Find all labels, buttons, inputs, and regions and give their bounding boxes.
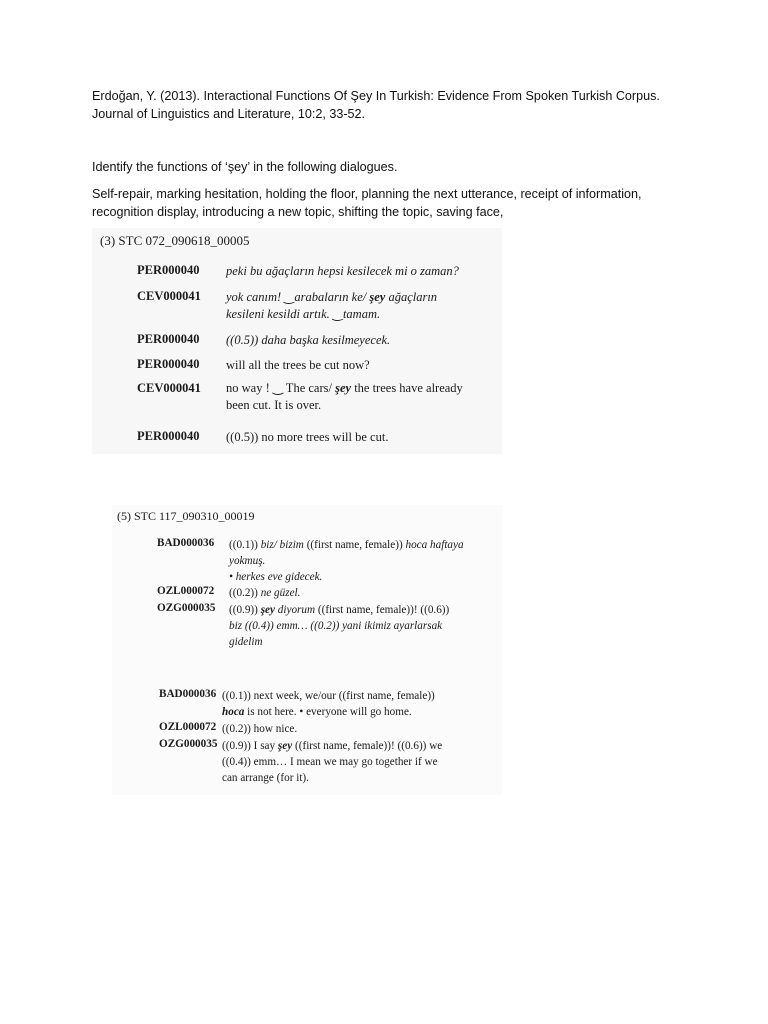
utterance-part: ((0.9)) <box>229 604 261 616</box>
utterance <box>229 537 464 585</box>
utterance: will all the trees be cut now? <box>226 358 370 372</box>
utterance-part: can arrange (for it). <box>222 772 309 784</box>
figure-3 <box>92 228 502 454</box>
utterance-part: ((0.2)) <box>229 587 261 599</box>
utterance-part: been cut. It is over. <box>226 398 322 412</box>
utterance <box>226 289 437 323</box>
task-options-line-1: Self-repair, marking hesitation, holding the floor, planning the next utterance, receipt of information, <box>92 187 642 201</box>
utterance-part: hoca <box>222 706 245 718</box>
sey-token: şey <box>369 290 386 304</box>
utterance <box>222 738 442 786</box>
utterance-part: the trees have already <box>351 381 463 395</box>
speaker-label: OZG000035 <box>157 602 216 614</box>
sey-token: şey <box>335 381 352 395</box>
utterance-part: ((0.1)) next week, we/our ((first name, female)) <box>222 690 435 702</box>
speaker-label: OZL000072 <box>159 721 217 733</box>
speaker-label: PER000040 <box>137 357 200 371</box>
speaker-label: CEV000041 <box>137 381 201 395</box>
utterance-part: hoca haftaya <box>405 539 464 551</box>
utterance-part: ((first name, female))! ((0.6)) <box>315 604 450 616</box>
speaker-label: BAD000036 <box>159 688 217 700</box>
utterance-part: ((first name, female)) <box>303 539 406 551</box>
utterance <box>229 585 300 601</box>
utterance-part: no way ! ‿ The cars/ <box>226 381 336 395</box>
utterance <box>226 380 463 414</box>
citation <box>92 87 712 123</box>
utterance-part: kesileni kesildi artık. ‿tamam. <box>226 307 381 321</box>
utterance <box>222 688 435 720</box>
sey-token: şey <box>260 604 275 616</box>
utterance-part: ((first name, female))! ((0.6)) we <box>292 740 443 752</box>
task-options-line-2: recognition display, introducing a new topic, shifting the topic, saving face, <box>92 205 504 219</box>
utterance: peki bu ağaçların hepsi kesilecek mi o zaman? <box>226 264 459 278</box>
utterance <box>229 602 449 650</box>
task-instruction: Identify the functions of ‘şey’ in the following dialogues. <box>92 160 398 174</box>
utterance-part: ağaçların <box>385 290 438 304</box>
utterance-part: diyorum <box>274 604 316 616</box>
utterance-part: yok canım! ‿arabaların ke/ <box>226 290 370 304</box>
figure-5 <box>112 505 502 795</box>
utterance-part: gidelim <box>229 636 263 648</box>
utterance-part: • herkes eve gidecek. <box>229 571 323 583</box>
speaker-label: BAD000036 <box>157 537 215 549</box>
speaker-label: PER000040 <box>137 332 200 346</box>
sey-token: şey <box>277 740 293 752</box>
utterance-part: ne güzel. <box>260 587 301 599</box>
utterance-part: is not here. • everyone will go home. <box>244 706 412 718</box>
utterance: ((0.2)) how nice. <box>222 723 298 735</box>
speaker-label: PER000040 <box>137 429 200 443</box>
speaker-label: OZL000072 <box>157 585 215 597</box>
task-options <box>92 185 712 221</box>
utterance-part: ((0.1)) <box>229 539 261 551</box>
utterance-part: biz/ bizim <box>260 539 304 551</box>
utterance-part: yokmuş. <box>229 555 266 567</box>
figure-5-title: (5) STC 117_090310_00019 <box>117 509 255 523</box>
speaker-label: PER000040 <box>137 263 200 277</box>
utterance: ((0.5)) no more trees will be cut. <box>226 430 389 444</box>
utterance-part: ((0.9)) I say <box>222 740 278 752</box>
utterance: ((0.5)) daha başka kesilmeyecek. <box>226 333 391 347</box>
figure-3-title: (3) STC 072_090618_00005 <box>100 233 250 248</box>
speaker-label: CEV000041 <box>137 289 201 303</box>
speaker-label: OZG000035 <box>159 738 218 750</box>
citation-line-1: Erdoğan, Y. (2013). Interactional Functions Of Şey In Turkish: Evidence From Spoken Turkish Corpus. <box>92 89 660 103</box>
utterance-part: ((0.4)) emm… I mean we may go together if we <box>222 756 438 768</box>
citation-line-2: Journal of Linguistics and Literature, 10:2, 33-52. <box>92 107 366 121</box>
utterance-part: biz ((0.4)) emm… ((0.2)) yani ikimiz ayarlarsak <box>229 620 443 632</box>
